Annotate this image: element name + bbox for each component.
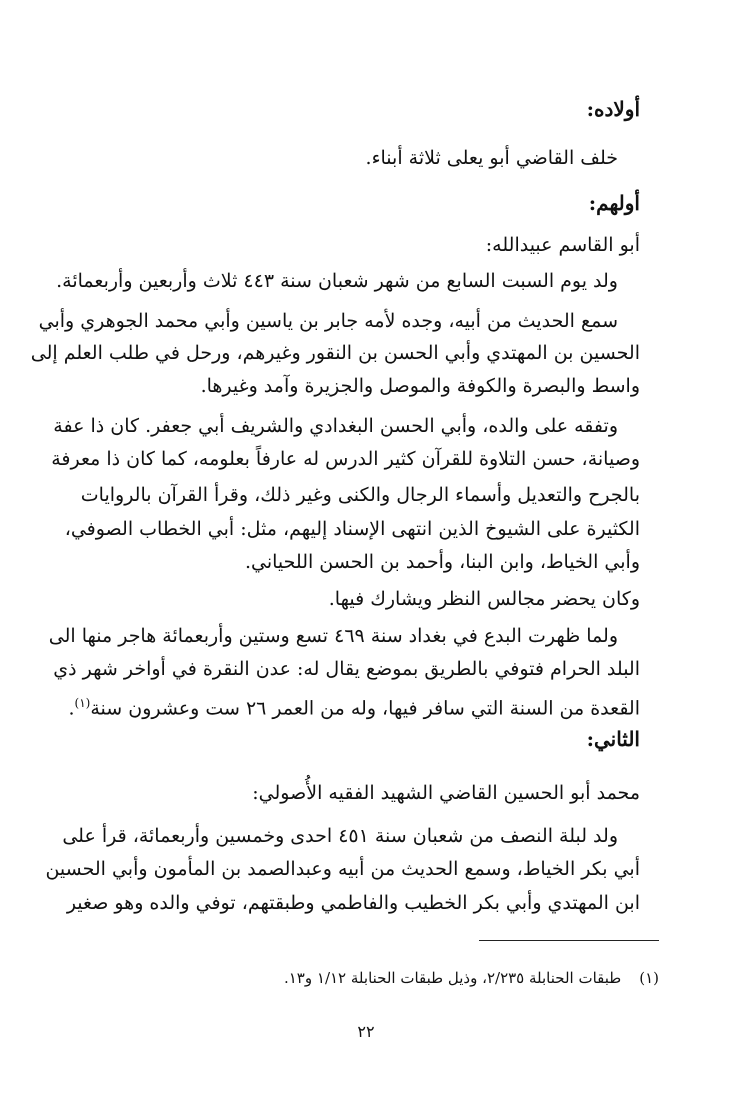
paragraph-text: وكان يحضر مجالس النظر ويشارك فيها. [328,588,640,610]
section-heading-first: أولهم: [588,191,640,215]
paragraph-text: وأبي الخياط، وابن البنا، وأحمد بن الحسن اللحياني. [244,551,640,573]
paragraph-text: بالجرح والتعديل وأسماء الرجال والكنى وغير ذلك، وقرأ القرآن بالروايات [80,484,640,506]
section-heading-second: الثاني: [586,727,640,751]
footnote-text: طبقات الحنابلة ٢/٢٣٥، وذيل طبقات الحنابلة ١/١٢ و١٣. [283,969,622,987]
paragraph-fragment-end: . [68,697,75,720]
paragraph-fragment: القعدة من السنة التي سافر فيها، وله من العمر ٢٦ ست وعشرون سنة [90,697,640,720]
paragraph-text: ولد يوم السبت السابع من شهر شعبان سنة ٤٤٣ ثلاث وأربعين وأربعمائة. [56,270,618,292]
paragraph-text: واسط والبصرة والكوفة والموصل والجزيرة وآمد وغيرها. [200,375,640,397]
paragraph-text: خلف القاضي أبو يعلى ثلاثة أبناء. [365,147,618,169]
paragraph-text: البلد الحرام فتوفي بالطريق بموضع يقال له: عدن النقرة في أواخر شهر ذي [53,658,640,680]
paragraph-text: وصيانة، حسن التلاوة للقرآن كثير الدرس له عارفاً بعلومه، كما كان ذا معرفة [51,448,640,470]
paragraph-text: الكثيرة على الشيوخ الذين انتهى الإسناد إليهم، مثل: أبي الخطاب الصوفي، [64,518,640,540]
paragraph-text: الحسين بن المهتدي وأبي الحسن بن النقور وغيرهم، ورحل في طلب العلم إلى [30,342,640,364]
footnote-divider [479,940,659,941]
footnote-reference: (١) [74,696,91,710]
section-heading-children: أولاده: [586,97,640,121]
person-name-heading: أبو القاسم عبيدالله: [485,234,640,256]
paragraph-text [70,688,640,723]
paragraph-text: ابن المهتدي وأبي بكر الخطيب والفاطمي وطبقتهم، توفي والده وهو صغير [66,892,640,914]
person-name-heading: محمد أبو الحسين القاضي الشهيد الفقيه الأُصولي: [252,782,640,804]
footnote [284,966,659,990]
paragraph-text: سمع الحديث من أبيه، وجده لأمه جابر بن ياسين وأبي محمد الجوهري وأبي [38,310,618,332]
page-number: ٢٢ [357,1022,375,1041]
paragraph-text: ولما ظهرت البدع في بغداد سنة ٤٦٩ تسع وستين وأربعمائة هاجر منها الى [48,625,618,647]
footnote-marker: (١) [639,969,659,987]
paragraph-text: ولد لبلة النصف من شعبان سنة ٤٥١ احدى وخمسين وأربعمائة، قرأ على [62,825,618,847]
paragraph-text: أبي بكر الخياط، وسمع الحديث من أبيه وعبدالصمد بن المأمون وأبي الحسين [45,858,640,880]
paragraph-text: وتفقه على والده، وأبي الحسن البغدادي والشريف أبي جعفر. كان ذا عفة [53,415,618,437]
